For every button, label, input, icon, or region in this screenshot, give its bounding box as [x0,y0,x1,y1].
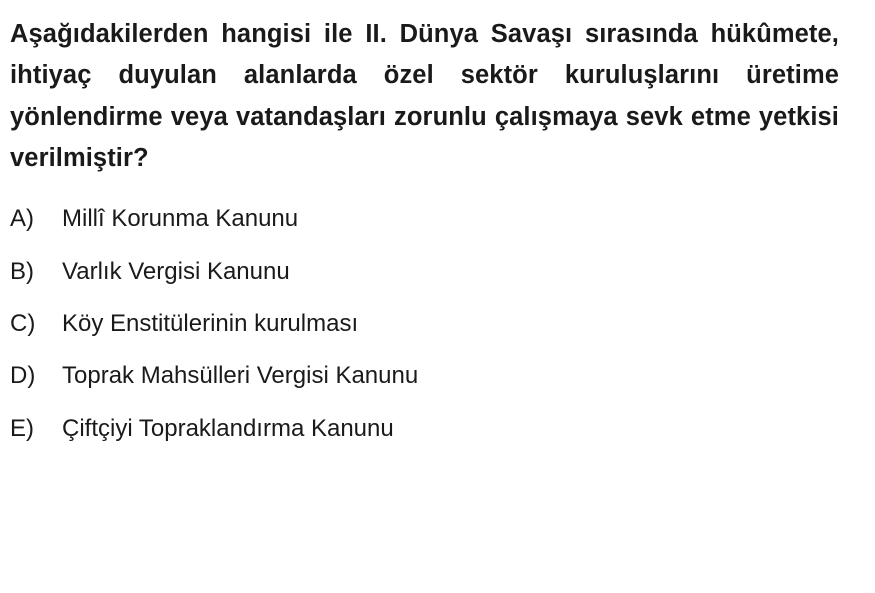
option-a-letter: A) [10,205,34,233]
option-e-letter: E) [10,414,34,442]
option-c-letter: C) [10,309,36,337]
option-c-text: Köy Enstitülerinin kurulması [62,309,359,337]
options-list [10,203,839,445]
option-d-text: Toprak Mahsülleri Vergisi Kanunu [62,362,419,390]
option-b-text: Varlık Vergisi Kanunu [62,257,290,285]
option-e[interactable] [10,413,839,445]
option-d[interactable] [10,360,839,392]
question-stem: Aşağıdakilerden hangisi ile II. Dünya Savaşı sırasında hükûmete, ihtiyaç duyulan alanlarda özel sektör kuruluşlarını üretime yönlendirme veya vatandaşları zorunlu çalışmaya sevk etme yetkisi verilmiştir? [10,20,839,172]
option-c[interactable] [10,308,839,340]
option-a[interactable] [10,203,839,235]
option-e-text: Çiftçiyi Topraklandırma Kanunu [62,414,394,442]
option-b-letter: B) [10,257,34,285]
option-d-letter: D) [10,362,36,390]
option-b[interactable] [10,256,839,288]
option-a-text: Millî Korunma Kanunu [62,205,299,233]
